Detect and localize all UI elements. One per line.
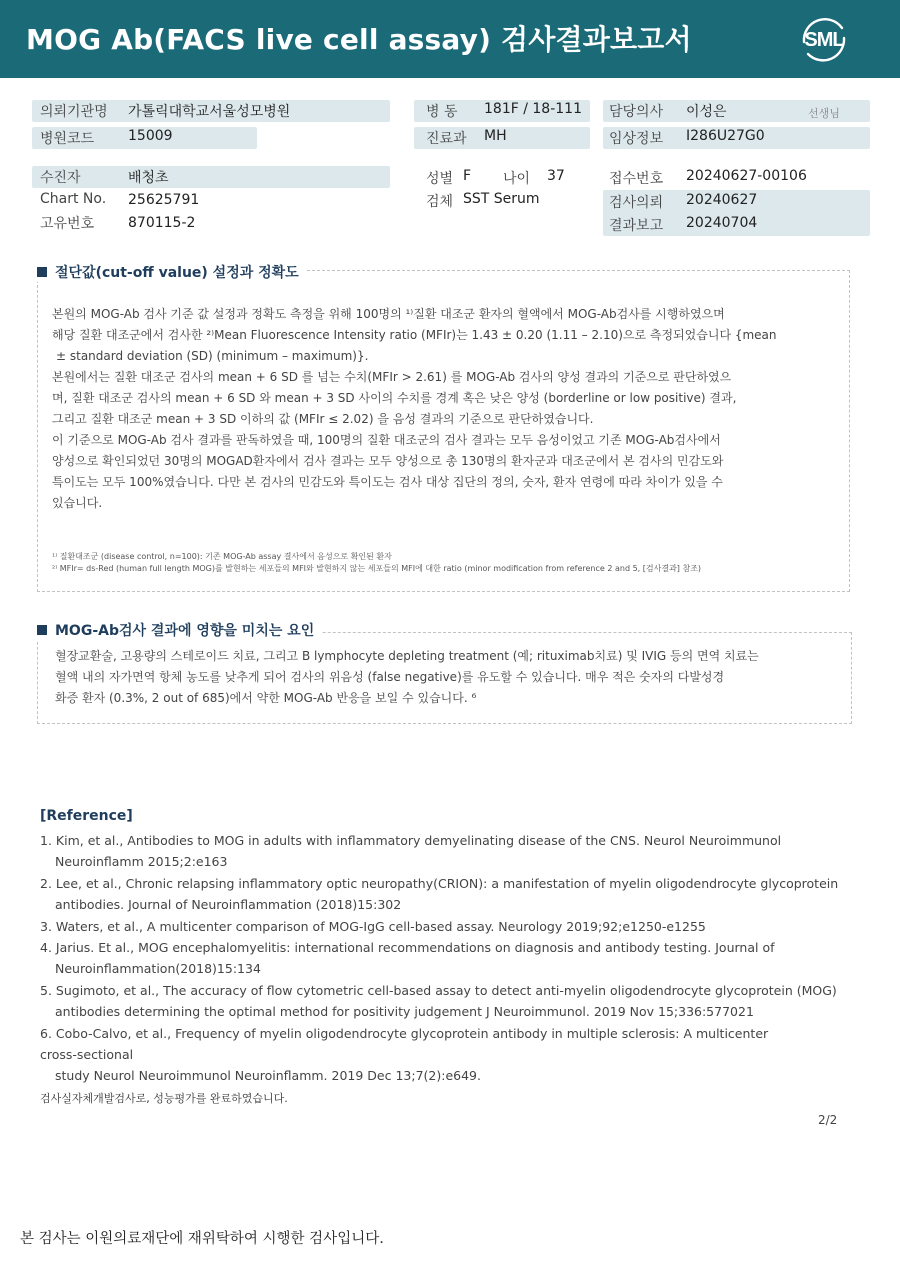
reference-line: 6. Cobo-Calvo, et al., Frequency of myelin oligodendrocyte glycoprotein antibody in multiple sclerosis: A multicenter — [40, 1025, 769, 1041]
unique-label: 고유번호 — [40, 216, 95, 232]
cutoff-line: 본원에서는 질환 대조군 검사의 mean + 6 SD 를 넘는 수치(MFIr > 2.61) 를 MOG-Ab 검사의 양성 결과의 기준으로 판단하였으 — [52, 370, 732, 384]
logo-text: SML — [804, 29, 844, 51]
reference-item — [40, 873, 860, 916]
specimen-label: 검체 — [426, 194, 454, 210]
request-value: 20240627 — [686, 192, 758, 208]
patient-value: 배청초 — [128, 170, 169, 186]
report-header — [0, 0, 900, 78]
reference-list — [40, 830, 860, 1087]
receipt-value: 20240627-00106 — [686, 168, 807, 184]
report-value: 20240704 — [686, 215, 758, 231]
factors-section-title-text: MOG-Ab검사 결과에 영향을 미치는 요인 — [55, 623, 315, 639]
factors-line: 혈장교환술, 고용량의 스테로이드 치료, 그리고 B lymphocyte depleting treatment (예; rituximab치료) 및 IVIG 등의 면역 치료는 — [55, 649, 759, 663]
factors-section-title — [37, 620, 322, 640]
factors-line: 화증 환자 (0.3%, 2 out of 685)에서 약한 MOG-Ab 반응을 보일 수 있습니다. ⁶ — [55, 691, 477, 705]
specimen-value: SST Serum — [463, 191, 540, 207]
reference-item — [40, 1023, 860, 1087]
unique-value: 870115-2 — [128, 215, 196, 231]
cutoff-line: 이 기준으로 MOG-Ab 검사 결과를 판독하였을 때, 100명의 질환 대조군의 검사 결과는 모두 음성이었고 기존 MOG-Ab검사에서 — [52, 433, 721, 447]
reference-line: 3. Waters, et al., A multicenter comparison of MOG-IgG cell-based assay. Neurology 2019;92;e1250-e1255 — [40, 918, 706, 934]
reference-line: 4. Jarius. Et al., MOG encephalomyelitis: international recommendations on diagnosis and antibody testing. Journal of — [40, 940, 775, 956]
age-value: 37 — [547, 168, 565, 184]
clinical-label: 임상정보 — [609, 131, 664, 147]
footnote-2: ²⁾ MFIr= ds-Red (human full length MOG)를 발현하는 세포들의 MFI와 발현하지 않는 세포들의 MFI에 대한 ratio (minor modification from reference 2 and 5, [검사결과] 참조) — [52, 564, 702, 573]
report-label: 결과보고 — [609, 218, 664, 234]
cutoff-line: 며, 질환 대조군 검사의 mean + 6 SD 와 mean + 3 SD 사이의 수치를 경계 혹은 낮은 양성 (borderline or low positive) 결과, — [52, 391, 737, 405]
reference-line: 5. Sugimoto, et al., The accuracy of flow cytometric cell-based assay to detect anti-myelin oligodendrocyte glycoprotein (MOG) — [40, 982, 837, 998]
chart-value: 25625791 — [128, 192, 200, 208]
footnote-1: ¹⁾ 질환대조군 (disease control, n=100): 기존 MOG-Ab assay 결사에서 음성으로 확인된 환자 — [52, 552, 392, 561]
page-number: 2/2 — [818, 1113, 838, 1127]
info-bar-patient — [32, 166, 390, 188]
cutoff-section-title — [37, 262, 307, 282]
reference-line: antibodies. Journal of Neuroinflammation (2018)15:302 — [55, 897, 402, 913]
chart-label: Chart No. — [40, 191, 107, 207]
request-label: 검사의뢰 — [609, 195, 664, 211]
cutoff-line: 그리고 질환 대조군 mean + 3 SD 이하의 값 (MFIr ≤ 2.02) 을 음성 결과의 기준으로 판단하였습니다. — [52, 412, 594, 426]
reference-item — [40, 937, 860, 980]
factors-line: 혈액 내의 자가면역 항체 농도를 낮추게 되어 검사의 위음성 (false negative)를 유도할 수 있습니다. 매우 적은 숫자의 다발성경 — [55, 670, 725, 684]
dept-value: MH — [484, 128, 507, 144]
reference-line: Neuroinflammation(2018)15:134 — [55, 961, 261, 977]
reference-line: 1. Kim, et al., Antibodies to MOG in adults with inflammatory demyelinating disease of the CNS. Neurol Neuroimmunol — [40, 833, 782, 848]
doctor-value: 이성은 — [686, 104, 727, 120]
reference-line: cross-sectional — [40, 1047, 134, 1063]
institution-label: 의뢰기관명 — [40, 104, 108, 120]
code-label: 병원코드 — [40, 131, 95, 147]
clinical-value: I286U27G0 — [686, 128, 765, 144]
reference-line: Neuroinflamm 2015;2:e163 — [55, 854, 228, 870]
cutoff-line: 해당 질환 대조군에서 검사한 ²⁾Mean Fluorescence Intensity ratio (MFIr)는 1.43 ± 0.20 (1.11 – 2.10)으로 측정되었습니다 {mean — [52, 328, 777, 342]
ward-label: 병 동 — [426, 104, 458, 120]
dept-label: 진료과 — [426, 131, 467, 147]
cutoff-line: 양성으로 확인되었던 30명의 MOGAD환자에서 검사 결과는 모두 양성으로 총 130명의 환자군과 대조군에서 본 검사의 민감도와 — [52, 454, 724, 468]
age-label: 나이 — [503, 171, 531, 187]
ward-value: 181F / 18-111 — [484, 101, 582, 117]
reference-title: [Reference] — [40, 808, 133, 824]
square-bullet-icon — [37, 267, 47, 277]
report-title: MOG Ab(FACS live cell assay) 검사결과보고서 — [26, 23, 692, 56]
cutoff-line: 특이도는 모두 100%였습니다. 다만 본 검사의 민감도와 특이도는 검사 대상 집단의 정의, 숫자, 환자 연령에 따라 차이가 있을 수 — [52, 475, 723, 489]
reference-line: study Neurol Neuroimmunol Neuroinflamm. 2019 Dec 13;7(2):e649. — [55, 1068, 481, 1084]
sex-label: 성별 — [426, 171, 454, 187]
reference-item — [40, 830, 860, 873]
institution-value: 가톨릭대학교서울성모병원 — [128, 104, 291, 120]
cutoff-line: ± standard deviation (SD) (minimum – maximum)}. — [56, 349, 369, 363]
cutoff-line: 있습니다. — [52, 496, 103, 510]
cutoff-paragraph — [52, 304, 842, 514]
doctor-label: 담당의사 — [609, 104, 664, 120]
outsourcing-note: 본 검사는 이원의료재단에 재위탁하여 시행한 검사입니다. — [20, 1231, 384, 1247]
receipt-label: 접수번호 — [609, 171, 664, 187]
doctor-suffix: 선생님 — [808, 107, 840, 120]
patient-label: 수진자 — [40, 170, 81, 186]
sml-logo — [796, 12, 852, 68]
reference-item — [40, 980, 860, 1023]
cutoff-line: 본원의 MOG-Ab 검사 기준 값 설정과 정확도 측정을 위해 100명의 ¹⁾질환 대조군 환자의 혈액에서 MOG-Ab검사를 시행하였으며 — [52, 307, 725, 321]
reference-line: antibodies determining the optimal method for positivity judgement J Neuroimmunol. 2019 Nov 15;336:577021 — [55, 1004, 754, 1020]
factors-paragraph — [55, 646, 845, 709]
cutoff-section-title-text: 절단값(cut-off value) 설정과 정확도 — [55, 265, 299, 281]
reference-line: 2. Lee, et al., Chronic relapsing inflammatory optic neuropathy(CRION): a manifestation of myelin oligodendrocyte glycoprotein — [40, 875, 839, 891]
code-value: 15009 — [128, 128, 173, 144]
square-bullet-icon — [37, 625, 47, 635]
reference-item — [40, 916, 860, 937]
sex-value: F — [463, 168, 472, 184]
validation-note: 검사실자체개발검사로, 성능평가를 완료하였습니다. — [40, 1092, 288, 1105]
